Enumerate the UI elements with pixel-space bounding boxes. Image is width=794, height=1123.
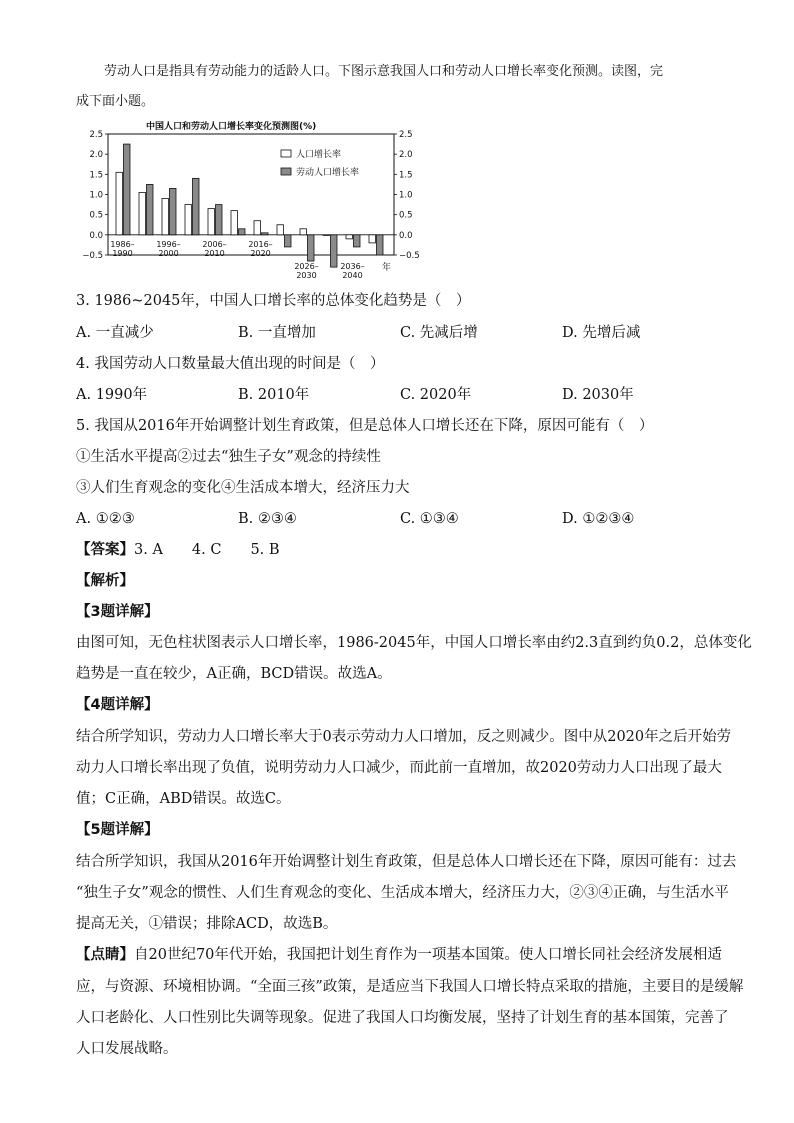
q5-option-b[interactable]: B. ②③④	[238, 511, 297, 527]
detail-5-line-2: “独生子女”观念的惯性、人们生育观念的变化、生活成本增大，经济压力大，②③④正确，与生活水平	[76, 885, 729, 901]
bar-population-8	[300, 229, 307, 235]
q4-option-b[interactable]: B. 2010年	[238, 387, 310, 403]
detail-4-line-1: 结合所学知识，劳动力人口增长率大于0表示劳动力人口增加，反之则减少。图中从2020年之后开始劳	[76, 729, 732, 745]
tip-label: 【点睛】	[76, 947, 134, 963]
answer-label: 【答案】	[76, 542, 134, 558]
legend-swatch-population	[281, 150, 291, 157]
question-4-stem: 4. 我国劳动人口数量最大值出现的时间是（ ）	[76, 356, 385, 372]
q3-option-a[interactable]: A. 一直减少	[76, 325, 154, 341]
x-category-label: 2030	[296, 271, 317, 280]
chart-x-labels	[110, 240, 364, 280]
y-tick-label-left: −0.5	[82, 251, 103, 261]
detail-4-line-2: 动力人口增长率出现了负值，说明劳动力人口减少，而此前一直增加，故2020劳动力人口出现了最大	[76, 760, 722, 776]
year-label: 年	[382, 263, 392, 273]
q5-option-d[interactable]: D. ①②③④	[562, 511, 635, 527]
tip-line-4: 人口发展战略。	[76, 1041, 178, 1057]
q3-option-c[interactable]: C. 先减后增	[400, 325, 478, 341]
legend-label-labor: 劳动人口增长率	[296, 168, 360, 178]
bar-labor-2	[170, 188, 177, 234]
chart-title: 中国人口和劳动人口增长率变化预测图(%)	[146, 122, 317, 132]
bar-population-3	[185, 205, 192, 235]
x-category-label: 2006–	[202, 239, 227, 249]
y-tick-label-right: 1.0	[399, 190, 413, 201]
question-5-stem: 5. 我国从2016年开始调整计划生育政策，但是总体人口增长还在下降，原因可能有（ ）	[76, 418, 654, 434]
tip-line-1	[76, 945, 726, 965]
bar-labor-9	[331, 235, 338, 267]
bar-population-5	[231, 211, 238, 235]
q3-option-d[interactable]: D. 先增后减	[562, 325, 641, 341]
question-3-stem: 3. 1986~2045年，中国人口增长率的总体变化趋势是（ ）	[76, 293, 471, 309]
legend-label-population: 人口增长率	[296, 150, 342, 160]
y-tick-label-right: 2.5	[399, 130, 413, 140]
bar-labor-8	[308, 235, 315, 261]
detail-5-line-3: 提高无关，①错误；排除ACD，故选B。	[76, 916, 338, 932]
bar-labor-0	[124, 144, 131, 235]
answer-text: 3. A 4. C 5. B	[134, 542, 280, 558]
bar-population-4	[208, 209, 215, 235]
q5-item-line-2: ③人们生育观念的变化④生活成本增大，经济压力大	[76, 480, 410, 496]
x-category-label: 2040	[342, 271, 363, 280]
x-category-label: 2016–	[248, 239, 273, 249]
y-tick-label-right: −0.5	[399, 251, 420, 261]
bar-population-2	[162, 199, 169, 235]
y-tick-label-left: 0.5	[89, 210, 103, 221]
bar-population-6	[254, 221, 261, 235]
bar-labor-4	[216, 205, 223, 235]
y-tick-label-left: 2.5	[89, 130, 103, 140]
x-category-label: 2036–	[340, 262, 365, 271]
population-growth-chart	[76, 118, 426, 290]
detail-5-title: 【5题详解】	[76, 822, 159, 838]
detail-4-line-3: 值；C正确，ABD错误。故选C。	[76, 791, 291, 807]
x-category-label: 1990	[112, 248, 133, 258]
tip-line-2: 应，与资源、环境相协调。“全面三孩”政策，是适应当下我国人口增长特点采取的措施，主要目的是缓解	[76, 979, 744, 995]
q3-option-b[interactable]: B. 一直增加	[238, 325, 316, 341]
x-category-label: 2020	[250, 248, 271, 258]
answer-line	[76, 540, 726, 560]
bar-labor-6	[262, 233, 269, 235]
y-tick-label-right: 0.5	[399, 210, 413, 221]
x-category-label: 2026–	[294, 262, 319, 271]
y-tick-label-left: 1.5	[89, 170, 103, 181]
detail-3-line-1: 由图可知，无色柱状图表示人口增长率，1986-2045年，中国人口增长率由约2.3直到约负0.2，总体变化	[76, 635, 752, 651]
x-category-label: 2000	[158, 248, 179, 258]
q4-option-d[interactable]: D. 2030年	[562, 387, 634, 403]
bar-population-9	[323, 235, 330, 236]
bar-labor-1	[147, 184, 154, 234]
q5-option-a[interactable]: A. ①②③	[76, 511, 135, 527]
y-tick-label-left: 1.0	[89, 190, 103, 201]
x-category-label: 1996–	[156, 239, 181, 249]
bar-population-10	[346, 235, 353, 239]
y-tick-label-right: 0.0	[399, 230, 413, 241]
intro-line-1: 劳动人口是指具有劳动能力的适龄人口。下图示意我国人口和劳动人口增长率变化预测。读图，完	[104, 64, 664, 79]
x-category-label: 2010	[204, 248, 225, 258]
q5-option-c[interactable]: C. ①③④	[400, 511, 459, 527]
y-tick-label-left: 2.0	[89, 150, 103, 161]
detail-3-title: 【3题详解】	[76, 604, 159, 620]
y-tick-label-right: 1.5	[399, 170, 413, 181]
tip-line-3: 人口老龄化、人口性别比失调等现象。促进了我国人口均衡发展，坚持了计划生育的基本国策，完善了	[76, 1010, 729, 1026]
bar-labor-5	[239, 229, 246, 235]
tip-first: 自20世纪70年代开始，我国把计划生育作为一项基本国策。使人口增长同社会经济发展相适	[134, 947, 722, 963]
detail-5-line-1: 结合所学知识，我国从2016年开始调整计划生育政策，但是总体人口增长还在下降，原因可能有：过去	[76, 854, 737, 870]
y-tick-label-left: 0.0	[89, 230, 103, 241]
detail-4-title: 【4题详解】	[76, 697, 159, 713]
bar-labor-7	[285, 235, 292, 247]
bar-labor-11	[377, 235, 384, 255]
intro-line-2: 成下面小题。	[76, 94, 155, 109]
y-tick-label-right: 2.0	[399, 150, 413, 161]
bar-population-7	[277, 225, 284, 235]
bar-population-11	[369, 235, 376, 243]
analysis-label: 【解析】	[76, 573, 134, 589]
x-category-label: 1986–	[110, 239, 135, 249]
chart-legend	[281, 148, 359, 178]
q4-option-c[interactable]: C. 2020年	[400, 387, 472, 403]
q4-option-a[interactable]: A. 1990年	[76, 387, 148, 403]
legend-swatch-labor	[281, 168, 291, 175]
q5-item-line-1: ①生活水平提高②过去“独生子女”观念的持续性	[76, 449, 381, 465]
bar-labor-10	[354, 235, 361, 247]
bar-population-1	[139, 192, 146, 234]
detail-3-line-2: 趋势是一直在较少，A正确，BCD错误。故选A。	[76, 666, 392, 682]
bar-population-0	[116, 172, 123, 235]
bar-labor-3	[193, 178, 200, 234]
